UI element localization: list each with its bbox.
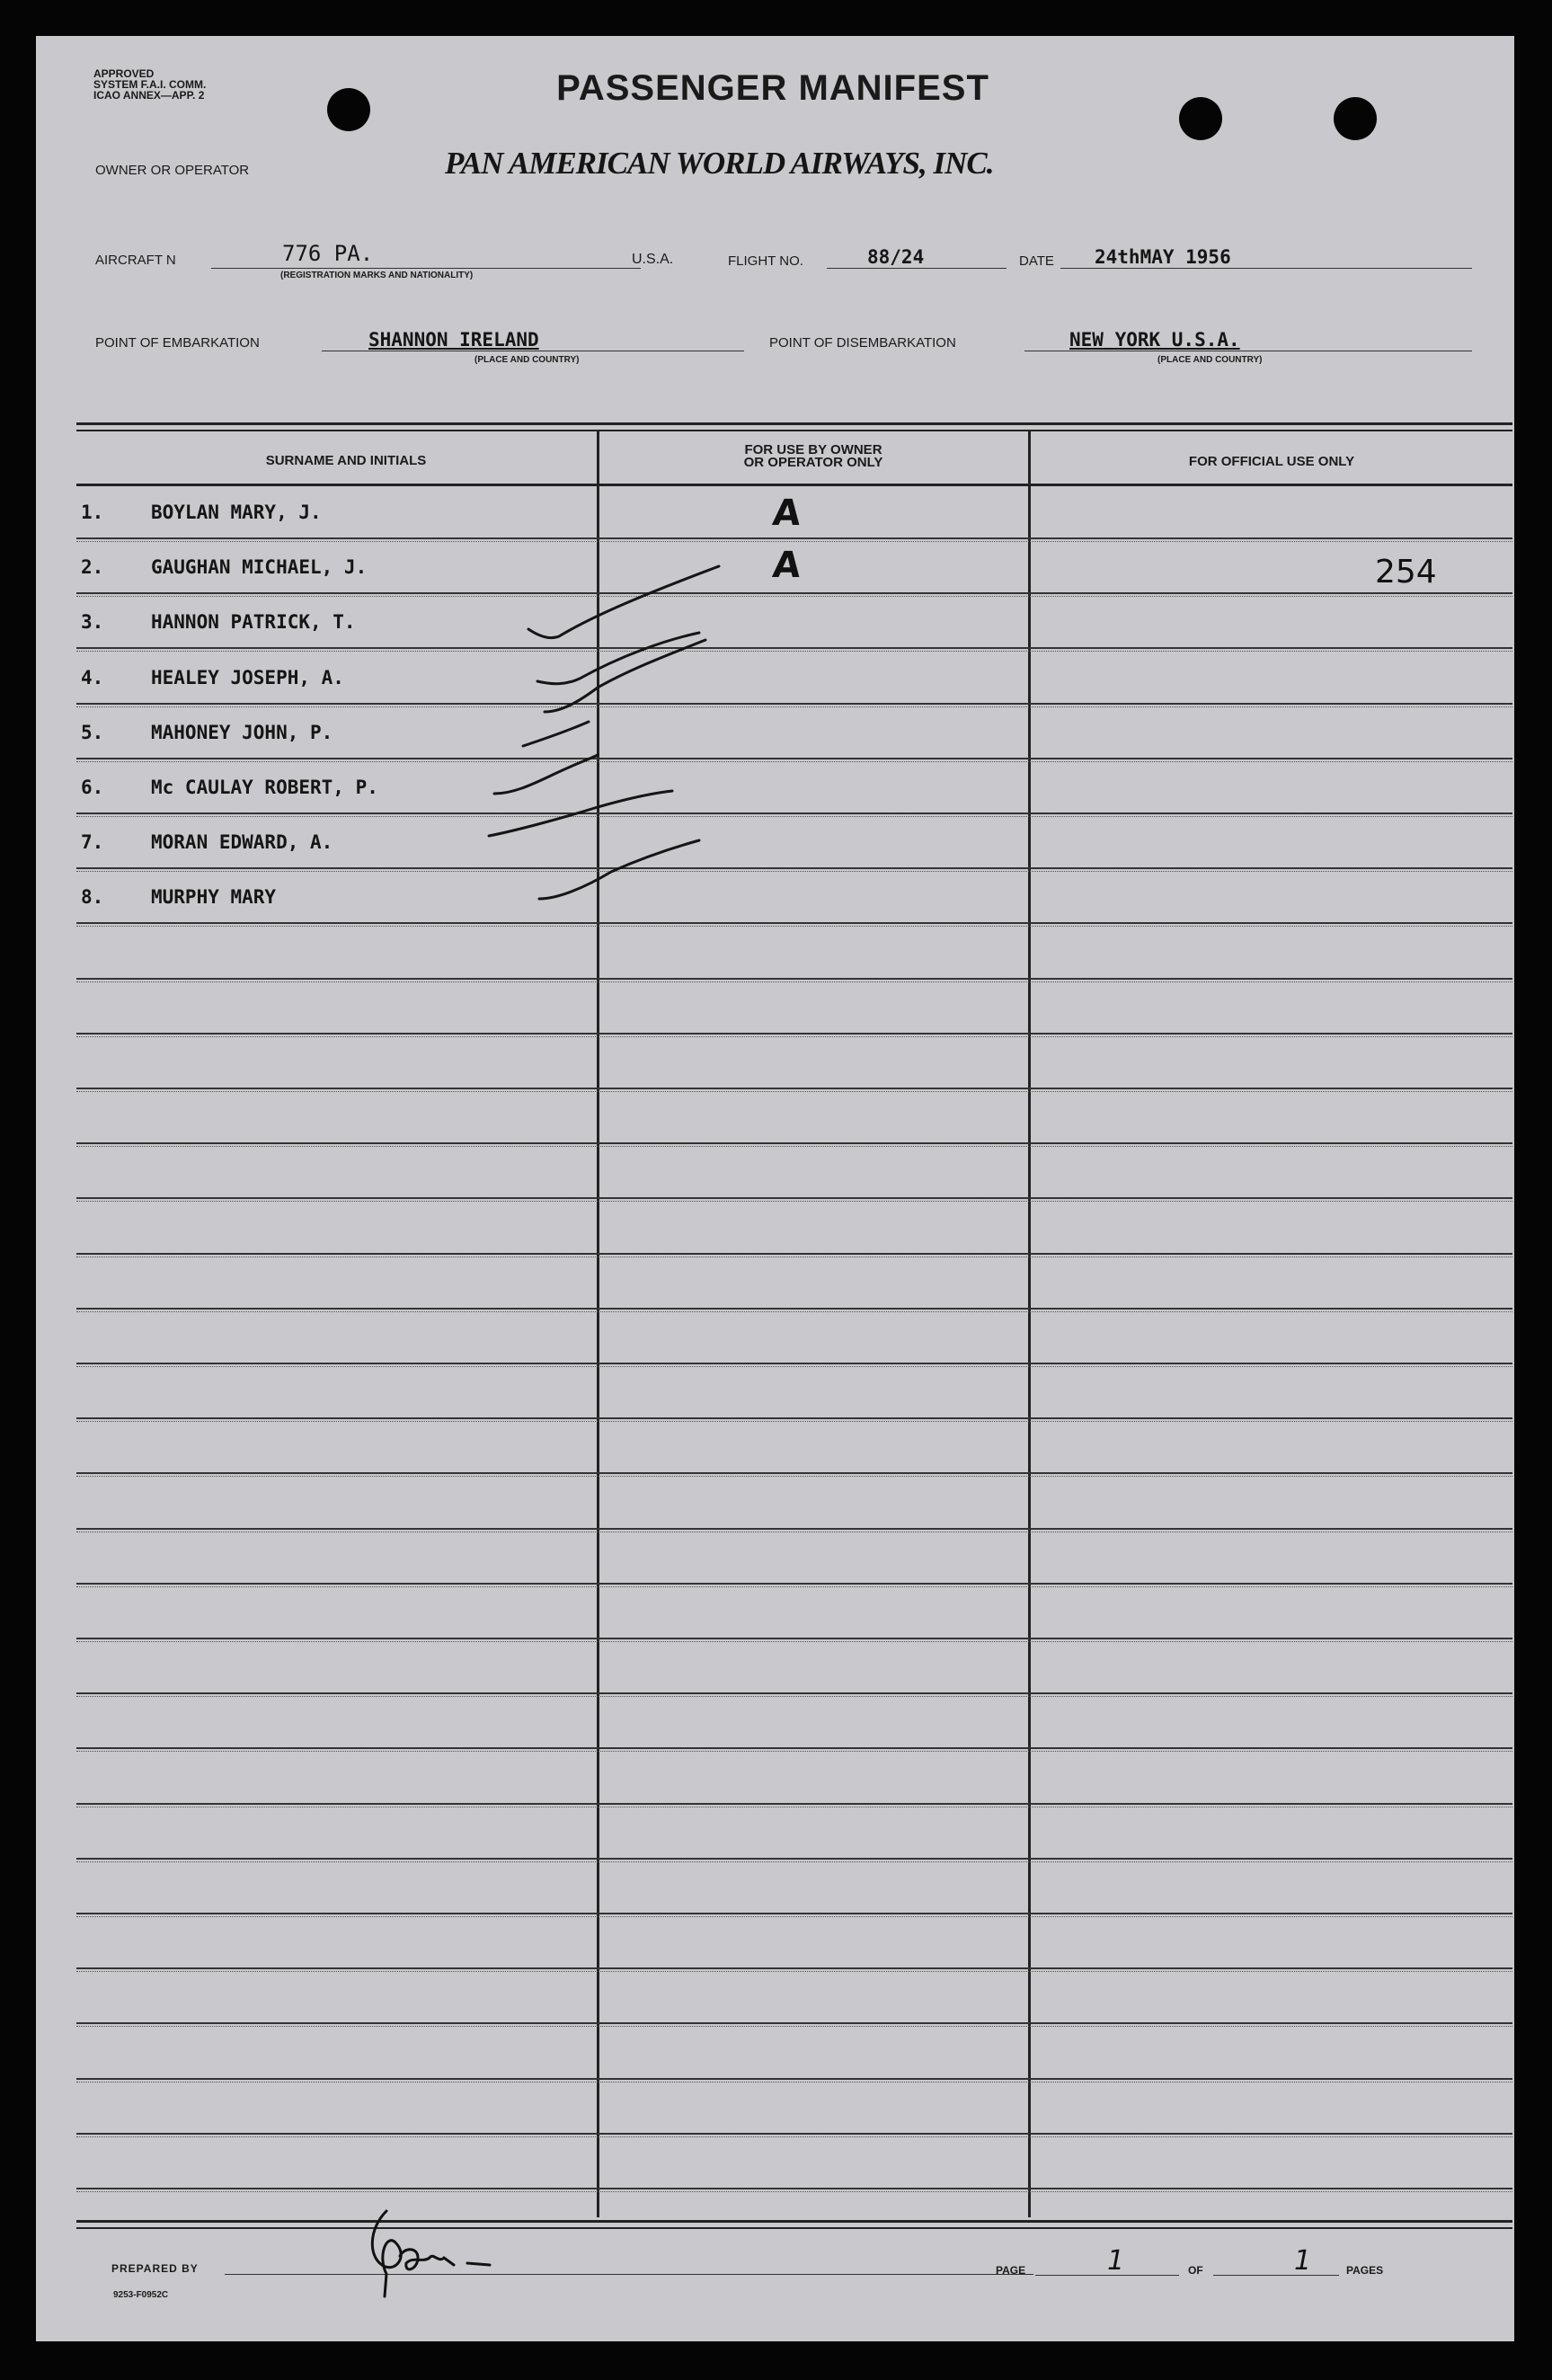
- check-mark-6: [494, 755, 598, 794]
- passenger-name: HEALEY JOSEPH, A.: [151, 667, 344, 688]
- check-mark-5: [545, 640, 705, 712]
- col-header-surname: SURNAME AND INITIALS: [265, 453, 427, 468]
- check-marks-overlay: [36, 36, 1514, 2341]
- page-value: 1: [1107, 2245, 1125, 2277]
- owner-mark-row-2: A: [770, 545, 803, 586]
- embark-value: SHANNON IRELAND: [368, 329, 539, 351]
- row-number: 2.: [81, 556, 104, 578]
- check-mark-7: [489, 791, 672, 836]
- pages-label: PAGES: [1346, 2264, 1384, 2277]
- passenger-name: MAHONEY JOHN, P.: [151, 722, 333, 743]
- flight-label: FLIGHT NO.: [728, 253, 803, 269]
- passenger-name: GAUGHAN MICHAEL, J.: [151, 556, 368, 578]
- form-code: 9253-F0952C: [113, 2290, 169, 2300]
- owner-label: OWNER OR OPERATOR: [95, 163, 250, 178]
- date-label: DATE: [1019, 253, 1054, 269]
- passenger-name: MORAN EDWARD, A.: [151, 831, 333, 853]
- check-mark-8: [539, 840, 699, 899]
- col-header-owner-1: FOR USE BY OWNER: [744, 442, 882, 457]
- check-mark-5b: [523, 722, 589, 746]
- usa-label: U.S.A.: [632, 252, 674, 267]
- of-label: OF: [1188, 2264, 1203, 2277]
- row-number: 1.: [81, 502, 104, 523]
- disembark-label: POINT OF DISEMBARKATION: [769, 335, 956, 351]
- row-number: 3.: [81, 611, 104, 633]
- passenger-name: BOYLAN MARY, J.: [151, 502, 322, 523]
- owner-name: PAN AMERICAN WORLD AIRWAYS, INC.: [445, 146, 994, 181]
- row-number: 8.: [81, 886, 104, 908]
- row-number: 4.: [81, 667, 104, 688]
- row-number: 6.: [81, 777, 104, 798]
- prepared-label: PREPARED BY: [111, 2262, 199, 2275]
- row-number: 7.: [81, 831, 104, 853]
- check-mark-3: [528, 566, 719, 638]
- disembark-value: NEW YORK U.S.A.: [1069, 329, 1240, 351]
- passenger-name: MURPHY MARY: [151, 886, 277, 908]
- manifest-sheet: [36, 36, 1514, 2341]
- flight-value: 88/24: [867, 246, 925, 268]
- aircraft-value: 776 PA.: [282, 241, 374, 266]
- passenger-name: Mc CAULAY ROBERT, P.: [151, 777, 378, 798]
- page-label: PAGE: [996, 2264, 1026, 2277]
- registration-caption: (REGISTRATION MARKS AND NATIONALITY): [280, 271, 474, 280]
- approval-stamp: APPROVED SYSTEM F.A.I. COMM. ICAO ANNEX—APP. 2: [93, 67, 207, 102]
- preparer-signature: [333, 2193, 512, 2301]
- col-header-official: FOR OFFICIAL USE ONLY: [1188, 454, 1355, 469]
- official-note-row-2: 254: [1375, 554, 1437, 591]
- passenger-name: HANNON PATRICK, T.: [151, 611, 356, 633]
- page-title: PASSENGER MANIFEST: [556, 68, 989, 108]
- embark-caption: (PLACE AND COUNTRY): [474, 355, 580, 365]
- disembark-caption: (PLACE AND COUNTRY): [1157, 355, 1263, 365]
- owner-mark-row-1: A: [770, 493, 803, 534]
- row-number: 5.: [81, 722, 104, 743]
- col-header-owner-2: OR OPERATOR ONLY: [743, 455, 883, 470]
- of-value: 1: [1294, 2245, 1312, 2277]
- aircraft-label: AIRCRAFT N: [95, 253, 176, 268]
- embark-label: POINT OF EMBARKATION: [95, 335, 260, 351]
- date-value: 24thMAY 1956: [1095, 246, 1231, 268]
